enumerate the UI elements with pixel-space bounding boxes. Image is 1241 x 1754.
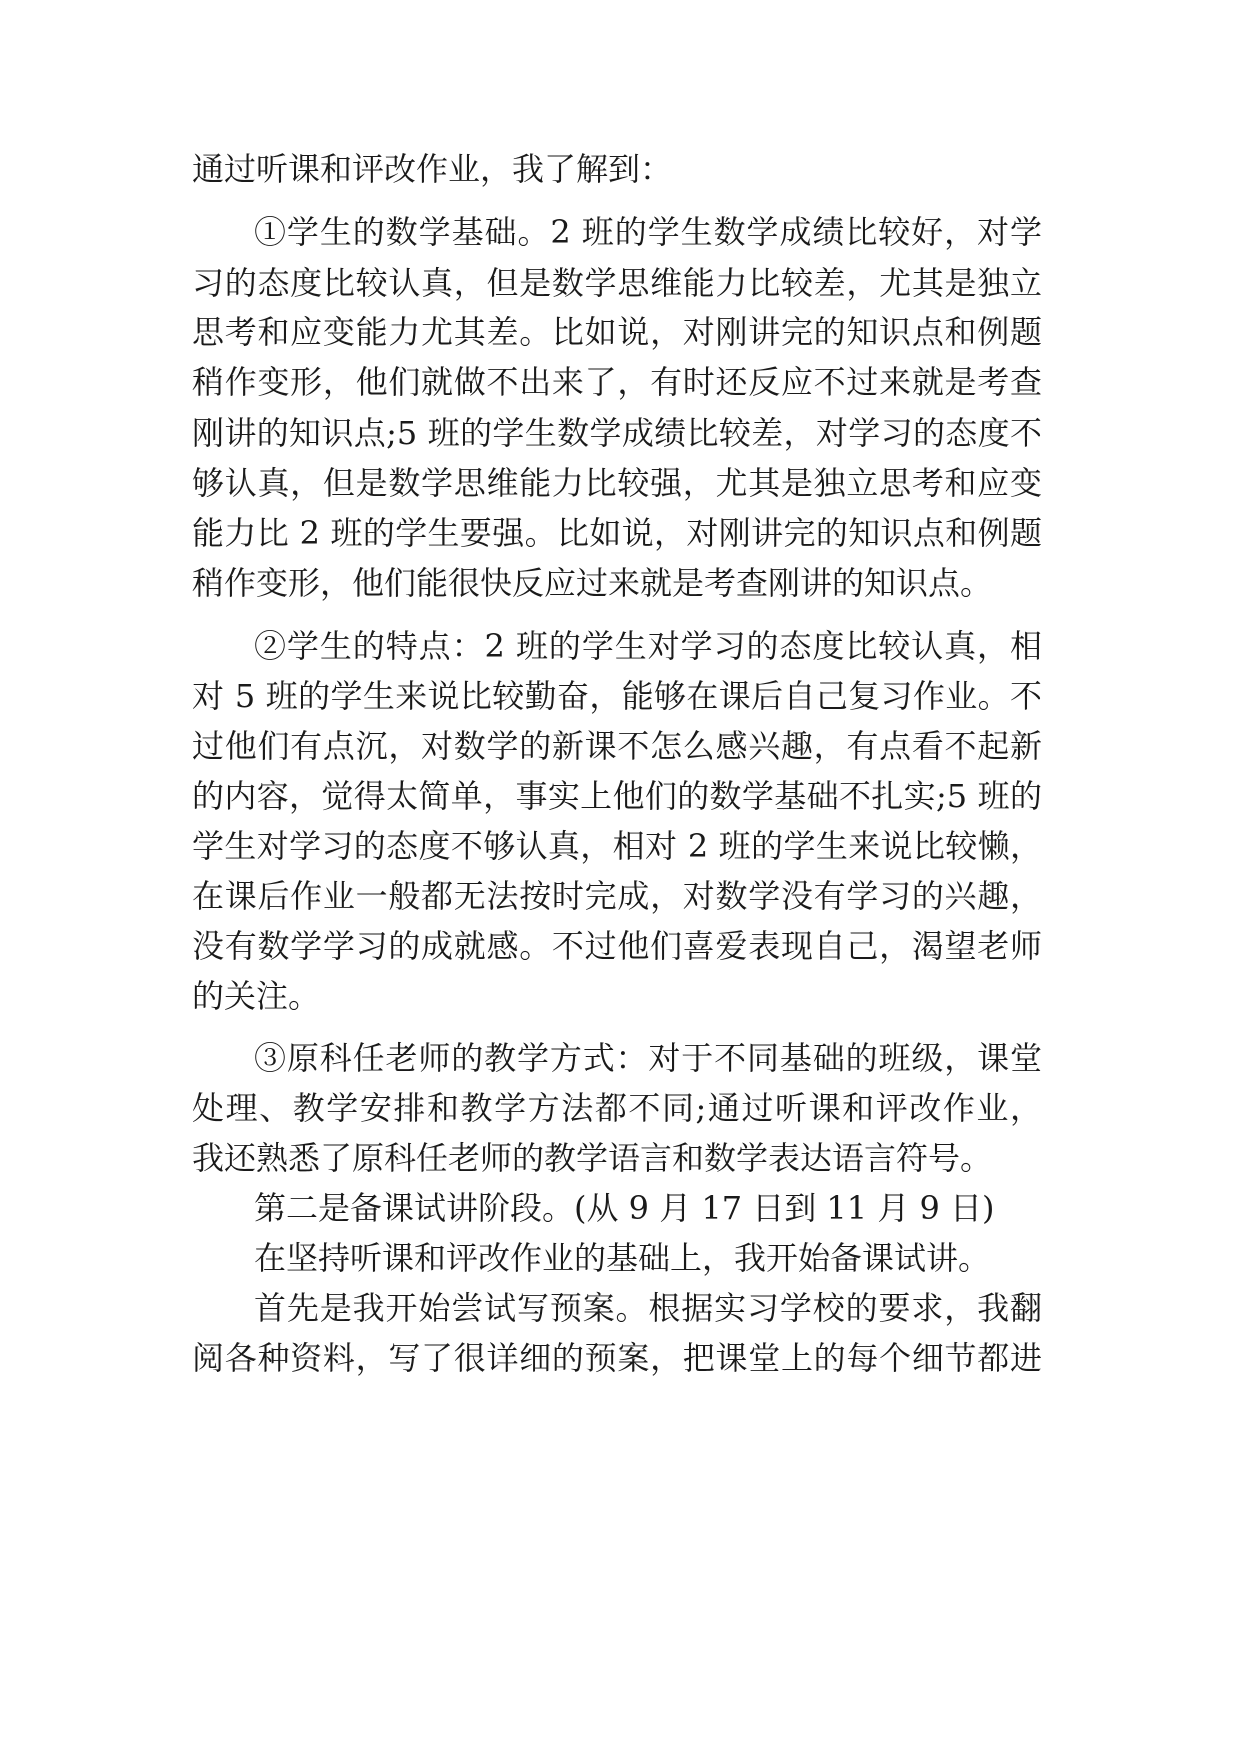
text-line: 的内容，觉得太简单，事实上他们的数学基础不扎实;5 班的 — [192, 777, 1042, 815]
text-line: 稍作变形，他们能很快反应过来就是考查刚讲的知识点。 — [192, 564, 993, 602]
text-line: 学生对学习的态度不够认真，相对 2 班的学生来说比较懒， — [192, 827, 1042, 865]
text-line: 在课后作业一般都无法按时完成，对数学没有学习的兴趣， — [192, 877, 1042, 915]
text-line: 够认真，但是数学思维能力比较强，尤其是独立思考和应变 — [192, 464, 1042, 502]
text-line: ②学生的特点：2 班的学生对学习的态度比较认真，相 — [254, 627, 1042, 665]
text-line: 对 5 班的学生来说比较勤奋，能够在课后自己复习作业。不 — [192, 677, 1042, 715]
text-line: 的关注。 — [192, 977, 321, 1015]
text-line: 我还熟悉了原科任老师的教学语言和数学表达语言符号。 — [192, 1139, 993, 1177]
text-line: 没有数学学习的成就感。不过他们喜爱表现自己，渴望老师 — [192, 927, 1042, 965]
text-line: 过他们有点沉，对数学的新课不怎么感兴趣，有点看不起新 — [192, 727, 1042, 765]
text-line: 第二是备课试讲阶段。(从 9 月 17 日到 11 月 9 日) — [254, 1189, 995, 1227]
text-line: 思考和应变能力尤其差。比如说，对刚讲完的知识点和例题 — [192, 313, 1042, 351]
text-line: 稍作变形，他们就做不出来了，有时还反应不过来就是考查 — [192, 363, 1042, 401]
text-line: 能力比 2 班的学生要强。比如说，对刚讲完的知识点和例题 — [192, 514, 1042, 552]
text-line: 习的态度比较认真，但是数学思维能力比较差，尤其是独立 — [192, 264, 1042, 302]
text-line: ①学生的数学基础。2 班的学生数学成绩比较好，对学 — [254, 213, 1042, 251]
text-line: 刚讲的知识点;5 班的学生数学成绩比较差，对学习的态度不 — [192, 414, 1042, 452]
text-line: 阅各种资料，写了很详细的预案，把课堂上的每个细节都进 — [192, 1339, 1042, 1377]
text-line: 通过听课和评改作业，我了解到： — [192, 150, 673, 188]
text-line: ③原科任老师的教学方式：对于不同基础的班级，课堂 — [254, 1039, 1042, 1077]
text-line: 首先是我开始尝试写预案。根据实习学校的要求，我翻 — [254, 1289, 1042, 1327]
text-line: 在坚持听课和评改作业的基础上，我开始备课试讲。 — [254, 1239, 991, 1277]
text-line: 处理、教学安排和教学方法都不同;通过听课和评改作业， — [192, 1089, 1042, 1127]
